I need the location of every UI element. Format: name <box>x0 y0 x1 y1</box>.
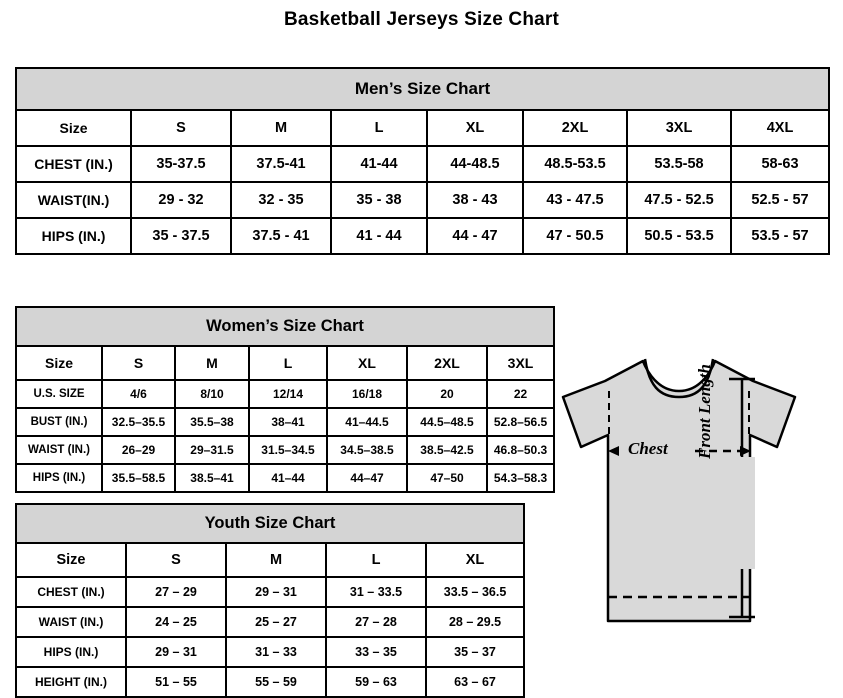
row-header: HIPS (IN.) <box>16 637 126 667</box>
table-cell: 47–50 <box>407 464 487 492</box>
table-row <box>16 577 524 607</box>
table-cell: 35 – 37 <box>426 637 524 667</box>
row-header: U.S. SIZE <box>16 380 102 408</box>
mens-size-chart-table <box>15 67 830 255</box>
table-cell: 31 – 33 <box>226 637 326 667</box>
column-header: S <box>131 110 231 146</box>
table-cell: 55 – 59 <box>226 667 326 697</box>
table-cell: 32 - 35 <box>231 182 331 218</box>
column-header: 3XL <box>487 346 554 380</box>
table-row <box>16 408 554 436</box>
table-cell: 41-44 <box>331 146 427 182</box>
table-cell: 37.5 - 41 <box>231 218 331 254</box>
chest-dimension-label: Chest <box>628 439 668 458</box>
table-row <box>16 637 524 667</box>
table-cell: 29 – 31 <box>126 637 226 667</box>
table-row <box>16 436 554 464</box>
youth-chart-caption: Youth Size Chart <box>16 504 524 543</box>
table-caption-row <box>16 68 829 110</box>
row-header: CHEST (IN.) <box>16 146 131 182</box>
row-header: CHEST (IN.) <box>16 577 126 607</box>
table-cell: 46.8–50.3 <box>487 436 554 464</box>
table-cell: 4/6 <box>102 380 175 408</box>
table-cell: 38–41 <box>249 408 327 436</box>
table-cell: 22 <box>487 380 554 408</box>
table-cell: 28 – 29.5 <box>426 607 524 637</box>
table-cell: 47 - 50.5 <box>523 218 627 254</box>
jersey-outline-svg <box>545 339 835 669</box>
front-length-dimension-label: Front Length <box>695 364 714 459</box>
table-cell: 20 <box>407 380 487 408</box>
row-header: HEIGHT (IN.) <box>16 667 126 697</box>
row-header: BUST (IN.) <box>16 408 102 436</box>
row-header: WAIST(IN.) <box>16 182 131 218</box>
table-header-row <box>16 346 554 380</box>
table-row <box>16 667 524 697</box>
table-cell: 52.5 - 57 <box>731 182 829 218</box>
column-header: S <box>126 543 226 577</box>
column-header: L <box>249 346 327 380</box>
table-cell: 52.8–56.5 <box>487 408 554 436</box>
column-header: Size <box>16 543 126 577</box>
table-row <box>16 464 554 492</box>
table-cell: 58-63 <box>731 146 829 182</box>
table-cell: 38.5–41 <box>175 464 249 492</box>
table-cell: 41–44.5 <box>327 408 407 436</box>
table-cell: 53.5-58 <box>627 146 731 182</box>
page-title: Basketball Jerseys Size Chart <box>283 9 560 30</box>
table-cell: 63 – 67 <box>426 667 524 697</box>
table-cell: 8/10 <box>175 380 249 408</box>
table-cell: 37.5-41 <box>231 146 331 182</box>
row-header: WAIST (IN.) <box>16 436 102 464</box>
table-cell: 33 – 35 <box>326 637 426 667</box>
table-cell: 47.5 - 52.5 <box>627 182 731 218</box>
table-cell: 26–29 <box>102 436 175 464</box>
table-header-row <box>16 110 829 146</box>
table-row <box>16 182 829 218</box>
column-header: XL <box>426 543 524 577</box>
table-cell: 27 – 28 <box>326 607 426 637</box>
column-header: S <box>102 346 175 380</box>
table-row <box>16 607 524 637</box>
table-cell: 32.5–35.5 <box>102 408 175 436</box>
column-header: 4XL <box>731 110 829 146</box>
column-header: L <box>331 110 427 146</box>
table-cell: 44-48.5 <box>427 146 523 182</box>
womens-chart-caption: Women’s Size Chart <box>16 307 554 346</box>
table-cell: 29 - 32 <box>131 182 231 218</box>
table-cell: 16/18 <box>327 380 407 408</box>
table-caption-row <box>16 504 524 543</box>
jersey-measurement-diagram <box>545 339 835 669</box>
table-caption-row <box>16 307 554 346</box>
column-header: Size <box>16 346 102 380</box>
table-cell: 41–44 <box>249 464 327 492</box>
column-header: 2XL <box>407 346 487 380</box>
row-header: HIPS (IN.) <box>16 464 102 492</box>
table-cell: 44–47 <box>327 464 407 492</box>
front-length-label-mask <box>731 457 755 569</box>
table-cell: 50.5 - 53.5 <box>627 218 731 254</box>
table-cell: 35-37.5 <box>131 146 231 182</box>
table-cell: 35 - 37.5 <box>131 218 231 254</box>
table-cell: 12/14 <box>249 380 327 408</box>
table-cell: 54.3–58.3 <box>487 464 554 492</box>
table-cell: 51 – 55 <box>126 667 226 697</box>
table-cell: 59 – 63 <box>326 667 426 697</box>
table-cell: 27 – 29 <box>126 577 226 607</box>
table-cell: 43 - 47.5 <box>523 182 627 218</box>
column-header: XL <box>427 110 523 146</box>
table-cell: 31.5–34.5 <box>249 436 327 464</box>
table-cell: 35.5–58.5 <box>102 464 175 492</box>
column-header: M <box>175 346 249 380</box>
table-cell: 38 - 43 <box>427 182 523 218</box>
mens-chart-caption: Men’s Size Chart <box>16 68 829 110</box>
womens-size-chart-table <box>15 306 555 493</box>
table-cell: 31 – 33.5 <box>326 577 426 607</box>
column-header: Size <box>16 110 131 146</box>
table-header-row <box>16 543 524 577</box>
column-header: XL <box>327 346 407 380</box>
column-header: M <box>226 543 326 577</box>
table-row <box>16 146 829 182</box>
row-header: HIPS (IN.) <box>16 218 131 254</box>
table-cell: 29 – 31 <box>226 577 326 607</box>
column-header: 3XL <box>627 110 731 146</box>
column-header: L <box>326 543 426 577</box>
table-cell: 44.5–48.5 <box>407 408 487 436</box>
table-row <box>16 218 829 254</box>
row-header: WAIST (IN.) <box>16 607 126 637</box>
youth-size-chart-table <box>15 503 525 698</box>
table-cell: 38.5–42.5 <box>407 436 487 464</box>
table-cell: 53.5 - 57 <box>731 218 829 254</box>
table-cell: 35.5–38 <box>175 408 249 436</box>
table-row <box>16 380 554 408</box>
jersey-body-shape <box>563 361 795 621</box>
table-cell: 25 – 27 <box>226 607 326 637</box>
table-cell: 29–31.5 <box>175 436 249 464</box>
table-cell: 44 - 47 <box>427 218 523 254</box>
table-cell: 41 - 44 <box>331 218 427 254</box>
table-cell: 24 – 25 <box>126 607 226 637</box>
table-cell: 33.5 – 36.5 <box>426 577 524 607</box>
column-header: 2XL <box>523 110 627 146</box>
table-cell: 34.5–38.5 <box>327 436 407 464</box>
column-header: M <box>231 110 331 146</box>
table-cell: 35 - 38 <box>331 182 427 218</box>
table-cell: 48.5-53.5 <box>523 146 627 182</box>
